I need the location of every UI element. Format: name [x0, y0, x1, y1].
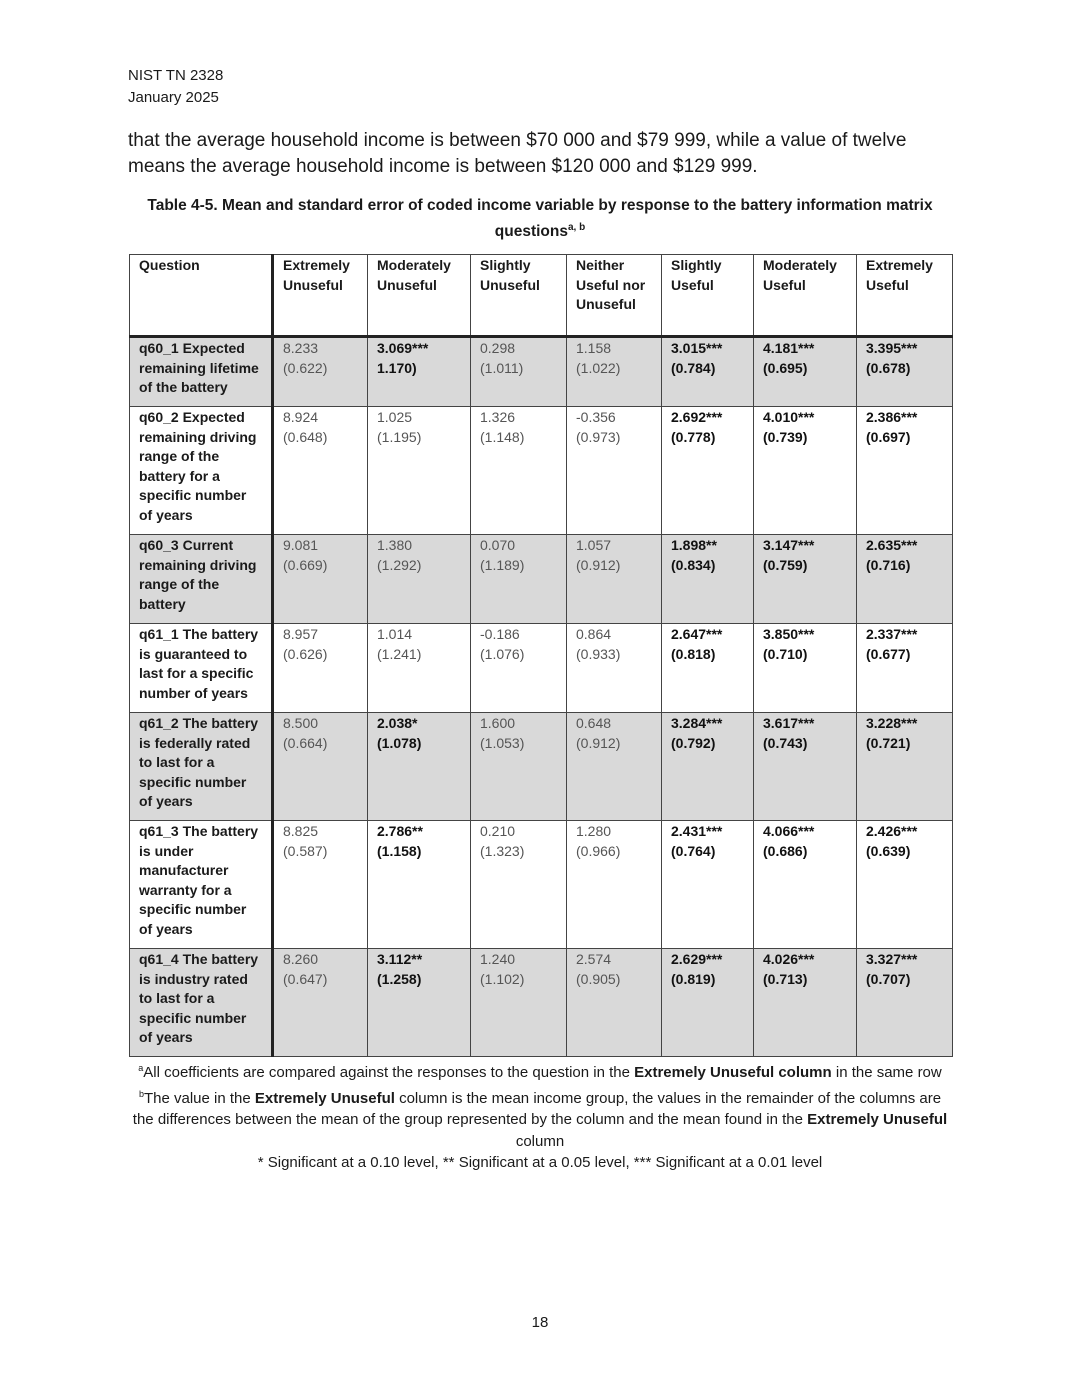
value-cell: [662, 535, 754, 624]
standard-error: (0.677): [866, 645, 911, 662]
value-cell: [662, 949, 754, 1057]
col-header-extremely-unuseful: Extremely Unuseful: [273, 255, 368, 337]
coefficient: 1.158: [576, 340, 612, 356]
value-cell: [754, 337, 857, 407]
value-cell: [754, 949, 857, 1057]
question-cell: q60_2 Expected remaining driving range of the battery for a specific number of years: [130, 407, 273, 535]
value-cell: [662, 407, 754, 535]
standard-error: (1.011): [480, 359, 524, 376]
note-b-marker: b: [138, 1088, 144, 1099]
standard-error: (0.966): [576, 842, 621, 859]
value-cell: [273, 713, 368, 821]
coefficient: 0.210: [480, 823, 516, 839]
standard-error: (0.648): [283, 428, 328, 445]
col-header-slightly-useful: Slightly Useful: [662, 255, 754, 337]
note-a: [128, 1058, 952, 1084]
value-cell: [662, 821, 754, 949]
table-row: [130, 949, 953, 1057]
coefficient: 1.898**: [671, 537, 717, 553]
value-cell: [273, 407, 368, 535]
coefficient: 3.015***: [671, 340, 723, 356]
coefficient: 2.692***: [671, 409, 723, 425]
intro-paragraph: that the average household income is between $70 000 and $79 999, while a value of twelve means the average household income is between $120 000 and $129 999.: [128, 130, 907, 177]
coefficient: 3.228***: [866, 715, 918, 731]
value-cell: [567, 535, 662, 624]
standard-error: (0.707): [866, 970, 911, 987]
value-cell: [754, 535, 857, 624]
standard-error: 1.170): [377, 359, 417, 376]
value-cell: [273, 337, 368, 407]
standard-error: (0.647): [283, 970, 328, 987]
note-b: [128, 1084, 952, 1153]
coefficient: 9.081: [283, 537, 319, 553]
coefficient: 0.648: [576, 715, 612, 731]
coefficient: 1.326: [480, 409, 516, 425]
standard-error: (0.784): [671, 359, 716, 376]
value-cell: [368, 337, 471, 407]
coefficient: 0.864: [576, 626, 612, 642]
coefficient: 1.600: [480, 715, 516, 731]
standard-error: (1.022): [576, 359, 621, 376]
value-cell: [368, 949, 471, 1057]
value-cell: [857, 407, 953, 535]
standard-error: (0.912): [576, 556, 621, 573]
table-row: [130, 821, 953, 949]
coefficient: 1.240: [480, 951, 516, 967]
value-cell: [857, 624, 953, 713]
note-b-bold1: Extremely Unuseful: [254, 1089, 395, 1107]
question-cell: q60_3 Current remaining driving range of the battery: [130, 535, 273, 624]
standard-error: (0.686): [763, 842, 808, 859]
col-header-extremely-useful: Extremely Useful: [857, 255, 953, 337]
value-cell: [567, 949, 662, 1057]
standard-error: (0.973): [576, 428, 621, 445]
value-cell: [662, 713, 754, 821]
page-number: 18: [531, 1314, 549, 1331]
standard-error: (0.778): [671, 428, 716, 445]
coefficient: 1.057: [576, 537, 612, 553]
question-cell: q61_3 The battery is under manufacturer warranty for a specific number of years: [130, 821, 273, 949]
note-a-bold: Extremely Unuseful column: [634, 1064, 832, 1081]
standard-error: (0.818): [671, 645, 716, 662]
standard-error: (0.792): [671, 734, 716, 751]
standard-error: (1.076): [480, 645, 525, 662]
value-cell: [273, 821, 368, 949]
coefficient: -0.186: [480, 626, 520, 642]
coefficient: 1.380: [377, 537, 413, 553]
standard-error: (0.933): [576, 645, 621, 662]
value-cell: [273, 624, 368, 713]
note-b-mid: column is the mean income group, the values in the remainder of the columns are the differences between the mean of the group represented by the column and the mean found in the: [132, 1089, 942, 1128]
coefficient: 4.066***: [763, 823, 815, 839]
value-cell: [567, 624, 662, 713]
col-header-moderately-useful: Moderately Useful: [754, 255, 857, 337]
value-cell: [471, 949, 567, 1057]
coefficient: 2.386***: [866, 409, 918, 425]
standard-error: (1.148): [480, 428, 525, 445]
coefficient: 1.014: [377, 626, 413, 642]
value-cell: [662, 337, 754, 407]
standard-error: (0.697): [866, 428, 911, 445]
value-cell: [754, 624, 857, 713]
standard-error: (0.912): [576, 734, 621, 751]
coefficient: 8.233: [283, 340, 319, 356]
standard-error: (1.241): [377, 645, 422, 662]
value-cell: [471, 535, 567, 624]
coefficient: 4.026***: [763, 951, 815, 967]
value-cell: [857, 337, 953, 407]
note-a-marker: a: [138, 1063, 144, 1073]
value-cell: [857, 535, 953, 624]
report-date: January 2025: [128, 89, 219, 106]
running-header: [128, 65, 223, 109]
coefficient: 1.280: [576, 823, 612, 839]
value-cell: [368, 407, 471, 535]
note-a-tail: in the same row: [831, 1064, 942, 1081]
value-cell: [567, 821, 662, 949]
value-cell: [567, 407, 662, 535]
value-cell: [273, 535, 368, 624]
value-cell: [754, 713, 857, 821]
standard-error: (1.189): [480, 556, 525, 573]
table-header-row: [130, 255, 953, 337]
standard-error: (0.834): [671, 556, 716, 573]
table-caption-superscript: a, b: [567, 222, 586, 233]
table-caption-text: Table 4-5. Mean and standard error of coded income variable by response to the battery information matrix questions: [147, 197, 933, 241]
value-cell: [368, 821, 471, 949]
standard-error: (1.323): [480, 842, 525, 859]
standard-error: (0.664): [283, 734, 328, 751]
coefficient: 0.070: [480, 537, 516, 553]
report-number: NIST TN 2328: [128, 67, 224, 84]
standard-error: (0.713): [763, 970, 808, 987]
col-header-moderately-unuseful: Moderately Unuseful: [368, 255, 471, 337]
standard-error: (0.759): [763, 556, 808, 573]
standard-error: (0.587): [283, 842, 328, 859]
coefficient: 2.635***: [866, 537, 918, 553]
standard-error: (1.078): [377, 734, 422, 751]
significance-note: * Significant at a 0.10 level, ** Significant at a 0.05 level, *** Significant at a 0.01 level: [257, 1154, 823, 1171]
standard-error: (0.695): [763, 359, 808, 376]
coefficient: 8.957: [283, 626, 319, 642]
table-caption: [128, 195, 952, 243]
question-cell: q61_2 The battery is federally rated to last for a specific number of years: [130, 713, 273, 821]
note-b-tail: column: [515, 1132, 565, 1150]
coefficient: 2.431***: [671, 823, 723, 839]
col-header-slightly-unuseful: Slightly Unuseful: [471, 255, 567, 337]
value-cell: [471, 624, 567, 713]
value-cell: [471, 713, 567, 821]
coefficient: 3.395***: [866, 340, 918, 356]
coefficient: 1.025: [377, 409, 413, 425]
value-cell: [857, 949, 953, 1057]
coefficient: 4.010***: [763, 409, 815, 425]
coefficient: 4.181***: [763, 340, 815, 356]
value-cell: [471, 821, 567, 949]
standard-error: (0.743): [763, 734, 808, 751]
standard-error: (0.721): [866, 734, 911, 751]
coefficient: 2.426***: [866, 823, 918, 839]
col-header-neither: Neither Useful nor Unuseful: [567, 255, 662, 337]
standard-error: (0.905): [576, 970, 621, 987]
value-cell: [754, 407, 857, 535]
table-row: [130, 624, 953, 713]
standard-error: (0.710): [763, 645, 808, 662]
coefficient: 3.617***: [763, 715, 815, 731]
coefficient: 3.284***: [671, 715, 723, 731]
value-cell: [471, 337, 567, 407]
income-table: [129, 254, 953, 1057]
coefficient: 2.647***: [671, 626, 723, 642]
value-cell: [471, 407, 567, 535]
value-cell: [857, 713, 953, 821]
standard-error: (0.739): [763, 428, 808, 445]
coefficient: 8.500: [283, 715, 319, 731]
standard-error: (0.639): [866, 842, 911, 859]
value-cell: [368, 713, 471, 821]
standard-error: (1.158): [377, 842, 422, 859]
standard-error: (0.626): [283, 645, 328, 662]
table-row: [130, 407, 953, 535]
question-cell: q61_4 The battery is industry rated to last for a specific number of years: [130, 949, 273, 1057]
standard-error: (0.716): [866, 556, 911, 573]
value-cell: [754, 821, 857, 949]
coefficient: 3.069***: [377, 340, 429, 356]
table-row: [130, 535, 953, 624]
coefficient: 2.574: [576, 951, 612, 967]
coefficient: 3.327***: [866, 951, 918, 967]
coefficient: 2.038*: [377, 715, 418, 731]
table-row: [130, 337, 953, 407]
value-cell: [368, 535, 471, 624]
standard-error: (0.622): [283, 359, 328, 376]
coefficient: 2.786**: [377, 823, 423, 839]
coefficient: -0.356: [576, 409, 616, 425]
coefficient: 3.147***: [763, 537, 815, 553]
standard-error: (0.678): [866, 359, 911, 376]
col-header-question: Question: [130, 255, 273, 337]
standard-error: (0.764): [671, 842, 716, 859]
value-cell: [273, 949, 368, 1057]
standard-error: (0.669): [283, 556, 328, 573]
value-cell: [567, 337, 662, 407]
value-cell: [662, 624, 754, 713]
standard-error: (1.053): [480, 734, 525, 751]
question-cell: q61_1 The battery is guaranteed to last for a specific number of years: [130, 624, 273, 713]
coefficient: 2.337***: [866, 626, 918, 642]
question-cell: q60_1 Expected remaining lifetime of the battery: [130, 337, 273, 407]
coefficient: 8.260: [283, 951, 319, 967]
coefficient: 0.298: [480, 340, 516, 356]
standard-error: (1.195): [377, 428, 422, 445]
note-b-bold2: Extremely Unuseful: [807, 1111, 948, 1128]
standard-error: (1.102): [480, 970, 525, 987]
table-notes: [128, 1058, 952, 1174]
note-a-text: All coefficients are compared against the responses to the question in the: [143, 1064, 635, 1081]
standard-error: (1.258): [377, 970, 422, 987]
standard-error: (1.292): [377, 556, 422, 573]
value-cell: [857, 821, 953, 949]
coefficient: 3.112**: [377, 951, 423, 967]
coefficient: 2.629***: [671, 951, 723, 967]
coefficient: 8.924: [283, 409, 319, 425]
value-cell: [368, 624, 471, 713]
standard-error: (0.819): [671, 970, 716, 987]
coefficient: 3.850***: [763, 626, 815, 642]
note-b-text: The value in the: [143, 1089, 255, 1107]
coefficient: 8.825: [283, 823, 319, 839]
table-row: [130, 713, 953, 821]
value-cell: [567, 713, 662, 821]
